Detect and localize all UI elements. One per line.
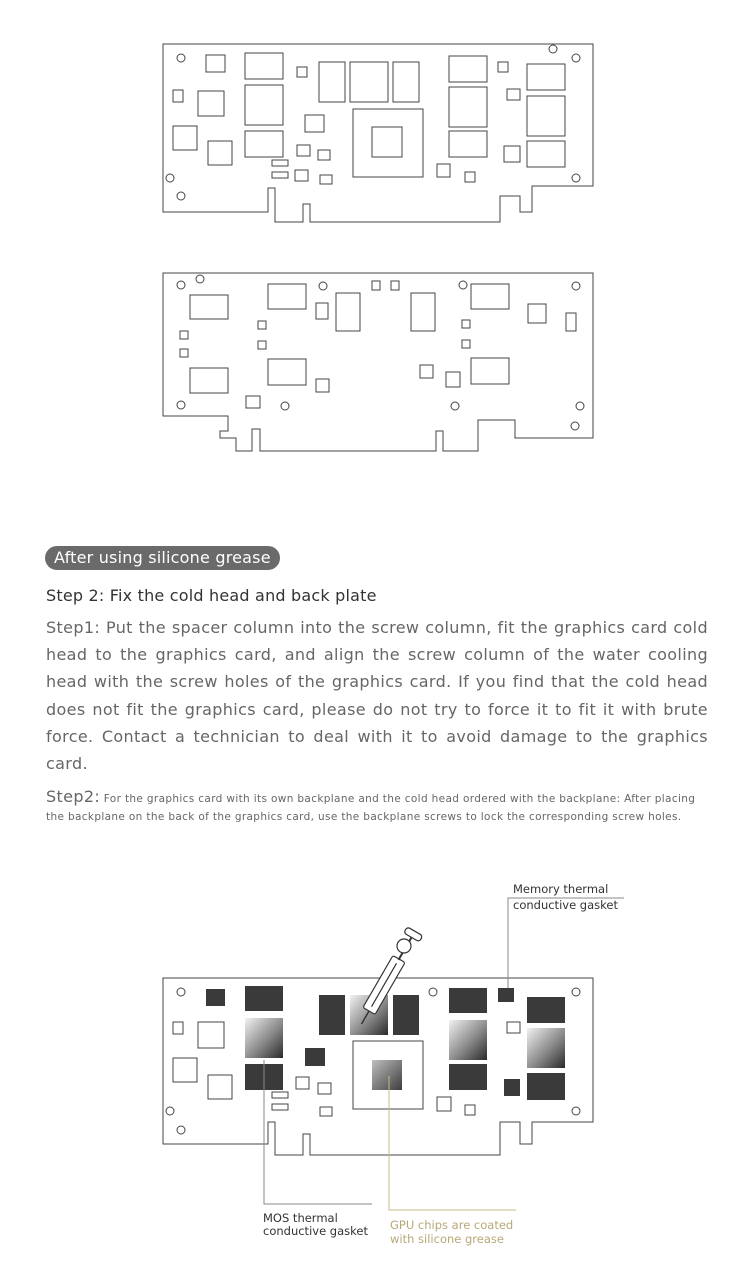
section-badge: After using silicone grease xyxy=(45,546,280,570)
memory-callout-line2: conductive gasket xyxy=(513,898,618,912)
step2-body: For the graphics card with its own backplane and the cold head ordered with the backplane: After placing the backplane on the back of the graphics card, use the backplane screws to lock the corresponding screw holes. xyxy=(46,793,696,823)
mos-callout-line2: conductive gasket xyxy=(263,1224,368,1238)
graphics-card-grease-diagram xyxy=(0,860,750,1262)
step1-paragraph: Step1: Put the spacer column into the screw column, fit the graphics card cold head to the graphics card, and align the screw column of the water cooling head with the screw holes of the graphics card. If you find that the cold head does not fit the graphics card, please do not try to force it to fit it with brute force. Contact a technician to deal with it to avoid damage to the graphics card. xyxy=(46,618,708,774)
step2-paragraph xyxy=(46,788,710,826)
mos-callout-line1: MOS thermal xyxy=(263,1211,338,1225)
graphics-card-back-diagram xyxy=(0,255,750,470)
graphics-card-front-diagram xyxy=(0,0,750,240)
memory-callout-line1: Memory thermal xyxy=(513,882,609,896)
gpu-callout-line2: with silicone grease xyxy=(390,1232,504,1246)
gpu-callout-line1: GPU chips are coated xyxy=(390,1218,514,1232)
step-heading: Step 2: Fix the cold head and back plate xyxy=(46,586,377,605)
step2-lead: Step2: xyxy=(46,787,101,806)
